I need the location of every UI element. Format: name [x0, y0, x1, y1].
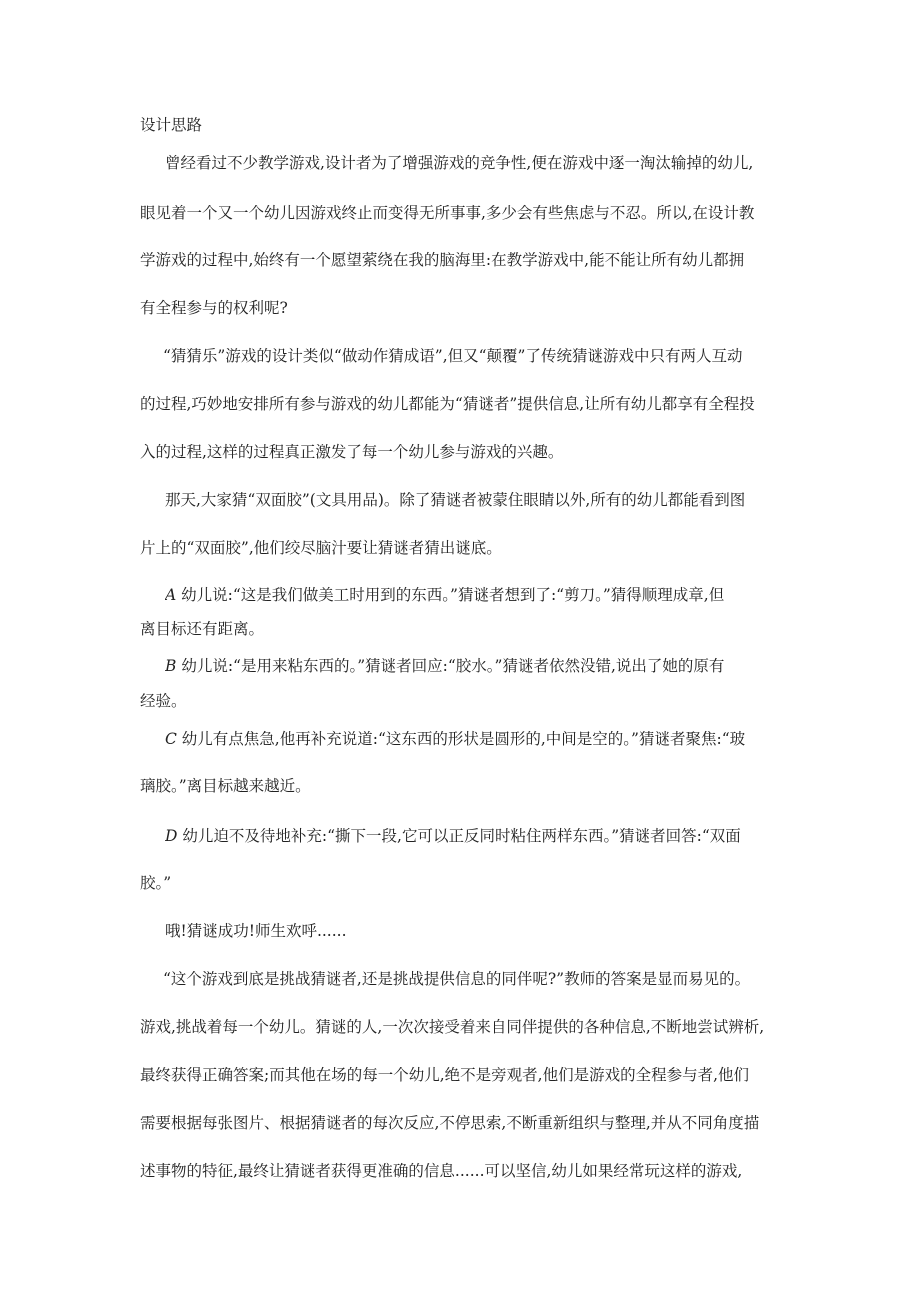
section-heading: 设计思路 — [140, 116, 203, 134]
paragraph-final-line-2: 游戏,挑战着每一个幼儿。猜谜的人,一次次接受着来自同伴提供的各种信息,不断地尝试辨析, — [140, 1018, 765, 1036]
item-b-label: B — [165, 657, 177, 675]
item-c-line-2: 璃胶。”离目标越来越近。 — [140, 777, 311, 795]
item-a-line-1: A 幼儿说:“这是我们做美工时用到的东西。”猜谜者想到了:“剪刀。”猜得顺理成章,但 — [165, 586, 725, 604]
item-a-line-2: 离目标还有距离。 — [140, 620, 265, 638]
paragraph-1-line-1: 曾经看过不少教学游戏,设计者为了增强游戏的竞争性,便在游戏中逐一淘汰输掉的幼儿, — [165, 154, 754, 172]
paragraph-final-line-5: 述事物的特征,最终让猜谜者获得更准确的信息......可以坚信,幼儿如果经常玩这样的游戏, — [140, 1162, 743, 1180]
item-c-label: C — [165, 730, 177, 748]
paragraph-1-line-4: 有全程参与的权利呢? — [140, 299, 288, 317]
exclamation-line: 哦!猜谜成功!师生欢呼...... — [165, 922, 347, 940]
paragraph-final-line-3: 最终获得正确答案;而其他在场的每一个幼儿,绝不是旁观者,他们是游戏的全程参与者,他们 — [140, 1066, 750, 1084]
paragraph-2-line-1: “猜猜乐”游戏的设计类似“做动作猜成语”,但又“颠覆”了传统猜谜游戏中只有两人互动 — [163, 347, 743, 365]
item-d-line-1: D 幼儿迫不及待地补充:“撕下一段,它可以正反同时粘住两样东西。”猜谜者回答:“双面 — [165, 827, 741, 845]
paragraph-3-line-1: 那天,大家猜“双面胶”(文具用品)。除了猜谜者被蒙住眼睛以外,所有的幼儿都能看到图 — [165, 491, 746, 509]
paragraph-3-line-2: 片上的“双面胶”,他们绞尽脑汁要让猜谜者猜出谜底。 — [140, 539, 502, 557]
item-c-line-1: C 幼儿有点焦急,他再补充说道:“这东西的形状是圆形的,中间是空的。”猜谜者聚焦:“玻 — [165, 730, 746, 748]
item-d-line-2: 胶。” — [140, 874, 172, 892]
paragraph-2-line-2: 的过程,巧妙地安排所有参与游戏的幼儿都能为“猜谜者”提供信息,让所有幼儿都享有全程投 — [140, 395, 755, 413]
item-b-line-2: 经验。 — [140, 692, 187, 710]
paragraph-1-line-3: 学游戏的过程中,始终有一个愿望萦绕在我的脑海里:在教学游戏中,能不能让所有幼儿都拥 — [140, 251, 745, 269]
paragraph-2-line-3: 入的过程,这样的过程真正激发了每一个幼儿参与游戏的兴趣。 — [140, 443, 564, 461]
item-d-label: D — [165, 827, 178, 845]
paragraph-final-line-1: “这个游戏到底是挑战猜谜者,还是挑战提供信息的同伴呢?”教师的答案是显而易见的。 — [163, 970, 751, 988]
item-a-label: A — [165, 586, 177, 604]
item-b-line-1: B 幼儿说:“是用来粘东西的。”猜谜者回应:“胶水。”猜谜者依然没错,说出了她的原有 — [165, 657, 725, 675]
paragraph-final-line-4: 需要根据每张图片、根据猜谜者的每次反应,不停思索,不断重新组织与整理,并从不同角度描 — [140, 1114, 760, 1132]
paragraph-1-line-2: 眼见着一个又一个幼儿因游戏终止而变得无所事事,多少会有些焦虑与不忍。所以,在设计教 — [140, 204, 755, 222]
